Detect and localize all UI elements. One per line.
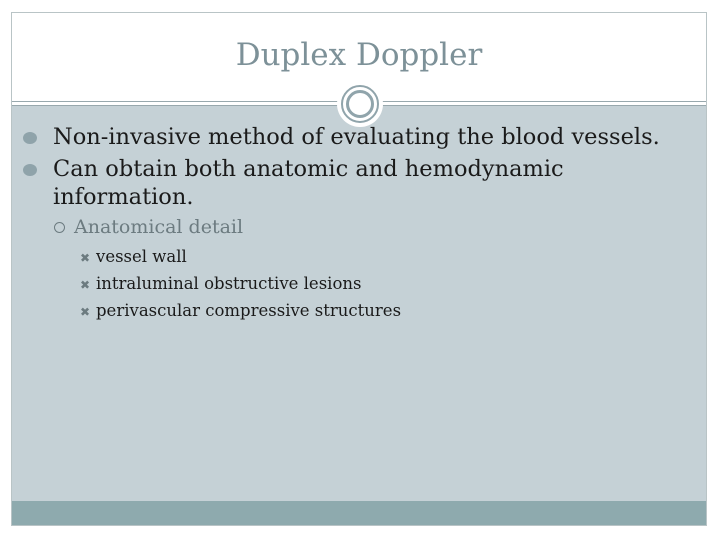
bullet-item [12, 123, 706, 151]
detail-item [12, 243, 706, 270]
bullet-text: Non-invasive method of evaluating the blood vessels. [53, 124, 660, 150]
detail-text: intraluminal obstructive lesions [96, 274, 362, 293]
bullet-item [12, 155, 706, 211]
double-ring-emblem-icon [337, 81, 383, 127]
star-cross-bullet-icon: ✖ [80, 278, 91, 292]
star-cross-bullet-icon: ✖ [80, 305, 91, 319]
detail-item [12, 270, 706, 297]
sub-bullet-item [12, 215, 706, 239]
detail-text: vessel wall [96, 247, 187, 266]
filled-circle-bullet-icon [23, 164, 37, 176]
emblem-inner-ring [346, 90, 374, 118]
bullet-text: Can obtain both anatomic and hemodynamic information. [53, 156, 564, 210]
hollow-circle-bullet-icon [54, 222, 65, 233]
slide-title: Duplex Doppler [235, 37, 483, 73]
filled-circle-bullet-icon [23, 132, 37, 144]
footer-band [12, 501, 706, 525]
slide-content [12, 123, 706, 324]
slide [11, 12, 707, 526]
detail-text: perivascular compressive structures [96, 301, 402, 320]
sub-heading-text: Anatomical detail [74, 216, 244, 238]
star-cross-bullet-icon: ✖ [80, 251, 91, 265]
detail-item [12, 297, 706, 324]
